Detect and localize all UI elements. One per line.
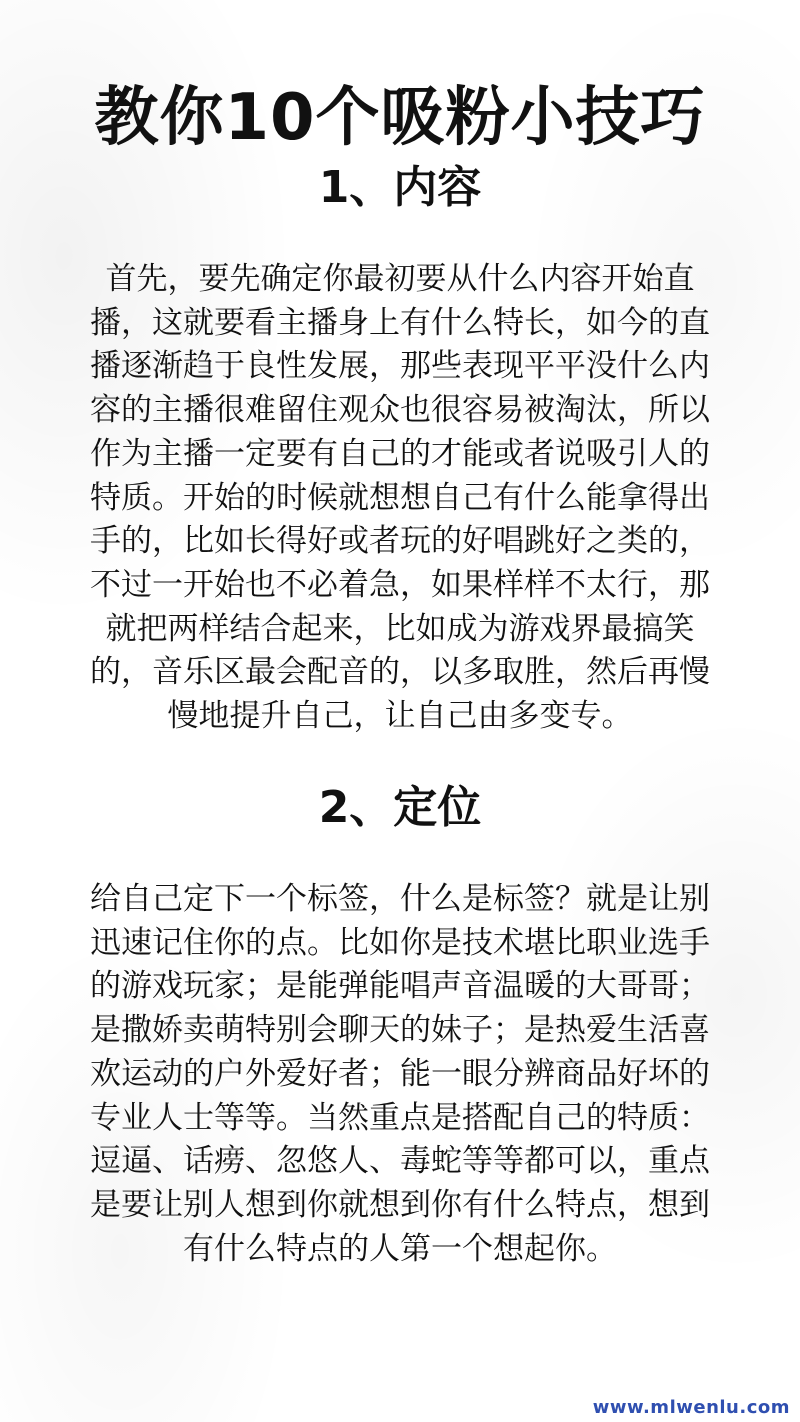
paragraph-line: 不过一开始也不必着急，如果样样不太行，那 [90,566,710,603]
paragraph-line: 的，音乐区最会配音的，以多取胜，然后再慢 [90,654,710,691]
paragraph-line: 逗逼、话痨、忽悠人、毒蛇等等都可以，重点 [90,1143,710,1180]
section-paragraph-positioning [88,878,712,1271]
section-heading-content: 1、内容 [318,162,482,213]
paragraph-line: 慢地提升自己，让自己由多变专。 [167,698,633,735]
paragraph-line: 特质。开始的时候就想想自己有什么能拿得出 [90,479,710,516]
section-heading-positioning: 2、定位 [318,782,482,833]
paragraph-line: 首先，要先确定你最初要从什么内容开始直 [105,261,695,297]
paragraph-line: 容的主播很难留住观众也很容易被淘汰，所以 [90,392,710,429]
paragraph-line: 手的，比如长得好或者玩的好唱跳好之类的， [90,523,710,560]
paragraph-line: 作为主播一定要有自己的才能或者说吸引人的 [90,435,710,472]
site-watermark: www.mlwenlu.com [592,1397,790,1418]
page-title: 教你10个吸粉小技巧 [94,81,706,155]
paragraph-line: 给自己定下一个标签，什么是标签？就是让别 [90,881,710,917]
paragraph-line: 是要让别人想到你就想到你有什么特点，想到 [90,1186,710,1223]
paragraph-line: 就把两样结合起来，比如成为游戏界最搞笑 [105,610,695,647]
paragraph-line: 的游戏玩家；是能弹能唱声音温暖的大哥哥； [90,968,710,1005]
paragraph-line: 播逐渐趋于良性发展，那些表现平平没什么内 [90,348,710,385]
paragraph-line: 欢运动的户外爱好者；能一眼分辨商品好坏的 [90,1055,710,1092]
paragraph-line: 是撒娇卖萌特别会聊天的妹子；是热爱生活喜 [90,1012,710,1049]
paragraph-line: 迅速记住你的点。比如你是技术堪比职业选手 [90,924,710,961]
section-paragraph-content [88,258,712,739]
paragraph-line: 播，这就要看主播身上有什么特长，如今的直 [90,304,710,341]
paragraph-line: 有什么特点的人第一个想起你。 [183,1230,617,1267]
paragraph-line: 专业人士等等。当然重点是搭配自己的特质： [90,1099,710,1136]
